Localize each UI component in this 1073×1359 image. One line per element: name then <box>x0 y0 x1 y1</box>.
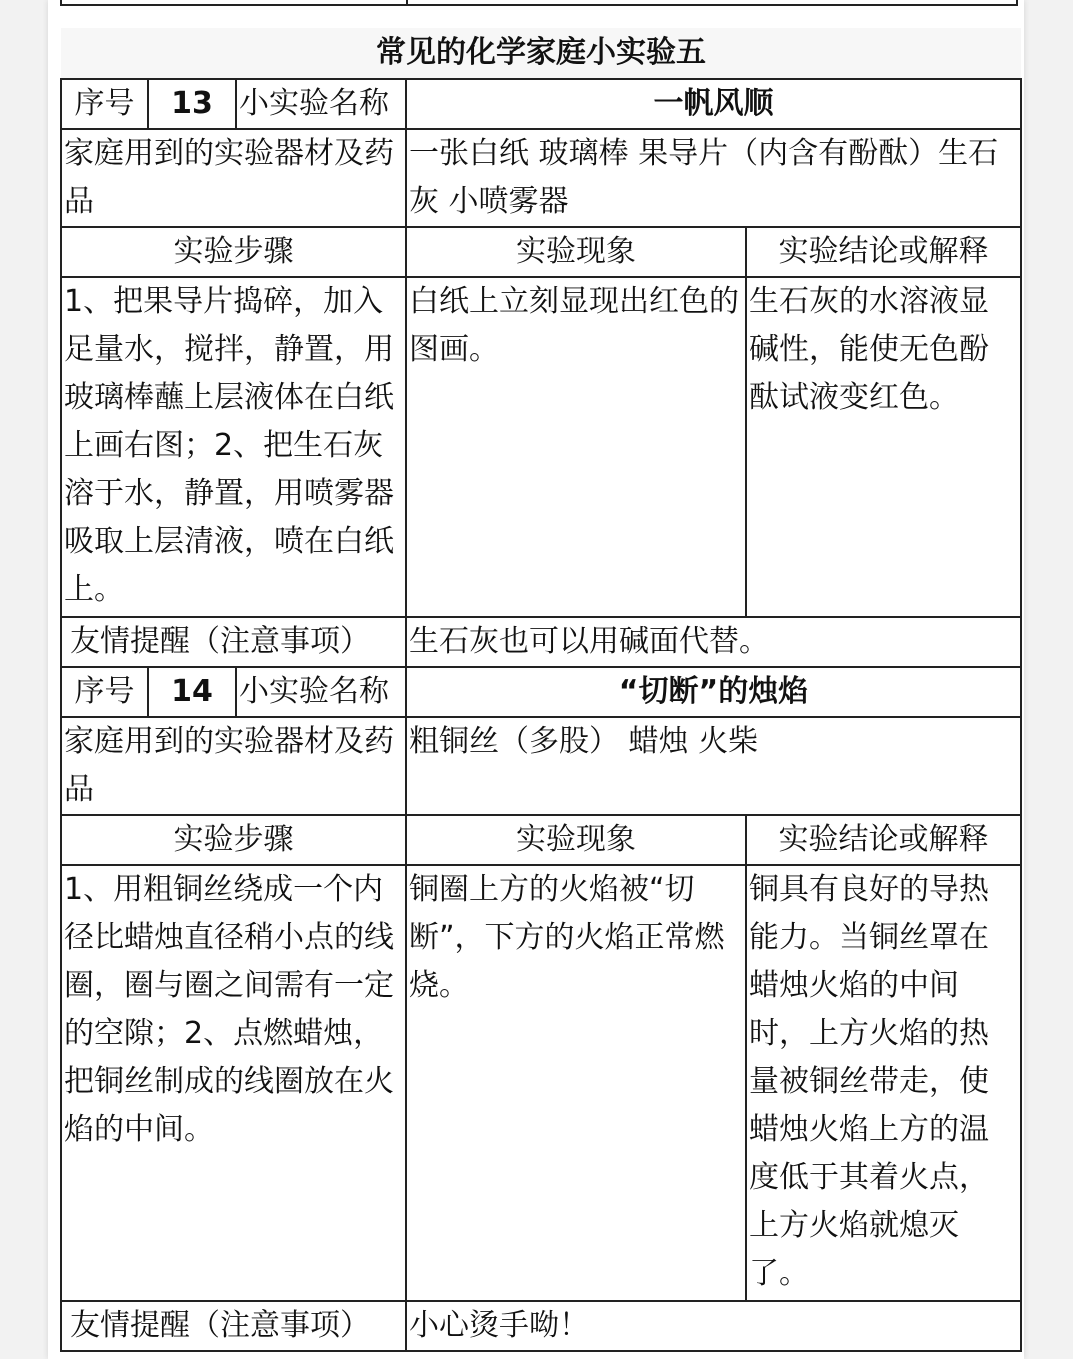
materials-label: 家庭用到的实验器材及药品 <box>61 717 406 815</box>
name-label: 小实验名称 <box>236 79 406 129</box>
seq-label: 序号 <box>61 667 148 717</box>
steps-header: 实验步骤 <box>61 227 406 277</box>
experiment-name: 一帆风顺 <box>406 79 1021 129</box>
seq-label: 序号 <box>61 79 148 129</box>
materials-value: 一张白纸 玻璃棒 果导片（内含有酚酞）生石灰 小喷雾器 <box>406 129 1021 227</box>
materials-value: 粗铜丝（多股） 蜡烛 火柴 <box>406 717 1021 815</box>
previous-table-edge <box>60 0 1018 6</box>
phenomena-text: 白纸上立刻显现出红色的图画。 <box>406 277 746 617</box>
steps-text: 1、把果导片捣碎，加入足量水，搅拌，静置，用玻璃棒蘸上层液体在白纸上画右图；2、把生石灰溶于水，静置，用喷雾器吸取上层清液，喷在白纸上。 <box>61 277 406 617</box>
conclusion-text: 铜具有良好的导热能力。当铜丝罩在蜡烛火焰的中间时，上方火焰的热量被铜丝带走，使蜡烛火焰上方的温度低于其着火点，上方火焰就熄灭了。 <box>746 865 1021 1301</box>
reminder-label: 友情提醒（注意事项） <box>61 617 406 667</box>
conclusion-header: 实验结论或解释 <box>746 227 1021 277</box>
reminder-label: 友情提醒（注意事项） <box>61 1301 406 1351</box>
phenomena-header: 实验现象 <box>406 227 746 277</box>
conclusion-header: 实验结论或解释 <box>746 815 1021 865</box>
phenomena-text: 铜圈上方的火焰被“切断”，下方的火焰正常燃烧。 <box>406 865 746 1301</box>
experiment-number: 14 <box>148 667 236 717</box>
name-label: 小实验名称 <box>236 667 406 717</box>
reminder-text: 小心烫手呦！ <box>406 1301 1021 1351</box>
experiment-number: 13 <box>148 79 236 129</box>
page-title: 常见的化学家庭小实验五 <box>61 28 1021 79</box>
steps-text: 1、用粗铜丝绕成一个内径比蜡烛直径稍小点的线圈，圈与圈之间需有一定的空隙；2、点燃蜡烛，把铜丝制成的线圈放在火焰的中间。 <box>61 865 406 1301</box>
reminder-text: 生石灰也可以用碱面代替。 <box>406 617 1021 667</box>
steps-header: 实验步骤 <box>61 815 406 865</box>
experiment-name: “切断”的烛焰 <box>406 667 1021 717</box>
experiment-table <box>60 28 1022 1352</box>
conclusion-text: 生石灰的水溶液显碱性，能使无色酚酞试液变红色。 <box>746 277 1021 617</box>
phenomena-header: 实验现象 <box>406 815 746 865</box>
materials-label: 家庭用到的实验器材及药品 <box>61 129 406 227</box>
